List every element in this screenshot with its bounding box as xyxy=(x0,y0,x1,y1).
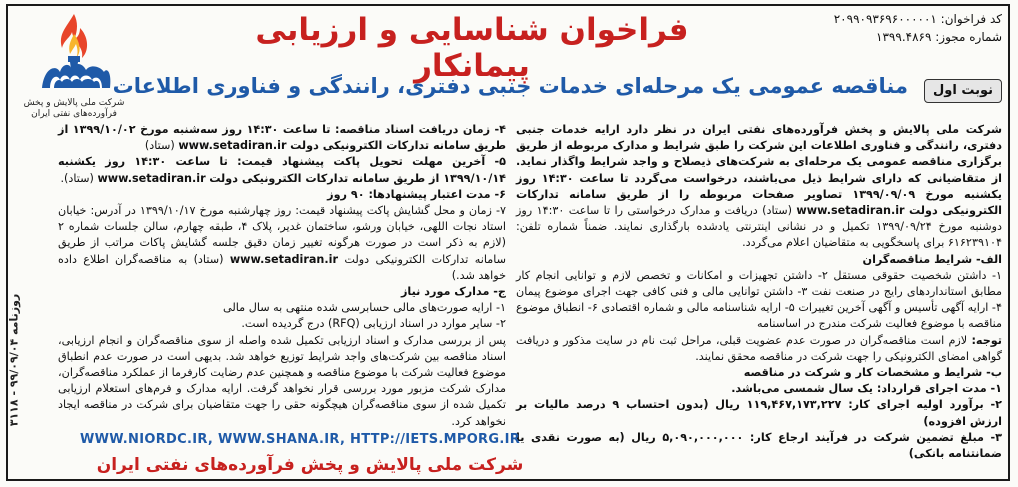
section-c-title: ج- مدارک مورد نیاز xyxy=(400,285,506,299)
item-5-text: ۵- آخرین مهلت تحویل پاکت پیشنهاد قیمت: تا ساعت ۱۴:۳۰ روز یکشنبه ۱۳۹۹/۱۰/۱۴ از طریق سامانه تدارکات الکترونیکی دولت xyxy=(58,155,506,185)
logo-caption: شرکت ملی پالایش و پخش فرآورده‌های نفتی ایران xyxy=(23,98,125,119)
footer-company-name: شرکت ملی پالایش و پخش فرآورده‌های نفتی ایران xyxy=(96,455,524,475)
side-note-text: روزنامه ۹۹/۰۹/۰۴ - ۳۱۱۸ xyxy=(7,293,21,427)
item-7-site-link[interactable]: www.setadiran.ir xyxy=(229,252,338,266)
item-7-text: ۷- زمان و محل گشایش پاکت پیشنهاد قیمت: روز چهارشنبه مورخ ۱۳۹۹/۱۰/۱۷ در آدرس: خیابان استاد نجات اللهی، خیابان ورشو، ساختمان غدیر، پلاک ۴، طبقه چهارم، سالن جلسات شماره ۲ (لازم به ذکر است در صورت هرگونه تغییر زمان دقیق جلسه گشایش پاکات مراتب از طریق سامانه تدارکات الکترونیکی دولت xyxy=(58,204,506,266)
page-title: فراخوان شناسایی و ارزیابی پیمانکار xyxy=(255,12,689,84)
item-7-end: (ستاد) به مناقصه‌گران اطلاع داده خواهد شد.) xyxy=(58,252,506,282)
item-6: ۶- مدت اعتبار پیشنهادها: ۹۰ روز xyxy=(327,187,506,201)
right-column xyxy=(516,122,1002,462)
item-4 xyxy=(58,122,506,154)
section-b-title: ب- شرایط و مشخصات کار و شرکت در مناقصه xyxy=(743,366,1002,380)
side-newspaper-note xyxy=(4,255,24,465)
item-7 xyxy=(58,203,506,284)
item-5-end: (ستاد). xyxy=(60,171,94,185)
section-b-item-1: ۱- مدت اجرای قرارداد: یک سال شمسی می‌باشد. xyxy=(731,382,1002,396)
item-4-site-link[interactable]: www.setadiran.ir xyxy=(178,139,287,153)
closing-paragraph: پس از بررسی مدارک و اسناد ارزیابی تکمیل شده واصله از سوی مناقصه‌گران و انجام ارزیابی، اسناد مناقصه بین شرکت‌های واجد شرایط توزیع خواهد شد. بدیهی است در صورت عدم انطباق موضوع فعالیت شرکت با موضوع مناقصه و همچنین عدم رضایت کارفرما از عملکرد مناقصه‌گران، مدارک شرکت مزبور مورد بررسی قرار نخواهد گرفت. ارایه مدارک و فرم‌های استعلام ارزیابی تکمیل شده از سوی مناقصه‌گران هیچگونه حقی را جهت متقاضیان برای شرکت در مناقصه ایجاد نخواهد کرد. xyxy=(58,333,506,428)
intro-text: شرکت ملی پالایش و پخش فرآورده‌های نفتی ایران در نظر دارد ارایه خدمات جنبی دفتری، رانندگی و فناوری اطلاعات این شرکت را طبق شرایط و مدارک مربوطه از طریق برگزاری مناقصه عمومی یک مرحله‌ای به شرکت‌های ذیصلاح و واجد شرایط واگذار نماید. از متقاضیانی که دارای شرایط ذیل می‌باشند، درخواست می‌گردد تا ساعت ۱۴:۳۰ روز یکشنبه مورخ ۱۳۹۹/۰۹/۰۹ تصاویر صفحات مربوطه را از طریق سامانه تدارکات الکترونیکی دولت xyxy=(516,123,1003,218)
section-b-item-2: ۲- برآورد اولیه اجرای کار: ۱۱۹,۴۶۷,۱۷۳,۲۲۷ ریال (بدون احتساب ۹ درصد مالیات بر ارزش افزوده) xyxy=(516,398,1003,428)
left-column xyxy=(58,122,506,430)
section-a-title: الف- شرایط مناقصه‌گران xyxy=(862,252,1002,266)
page-subtitle: مناقصه عمومی یک مرحله‌ای خدمات جنبی دفتری، رانندگی و فناوری اطلاعات xyxy=(112,74,908,98)
intro-text-2: (ستاد) دریافت و مدارک درخواستی را تا ساعت ۱۴:۳۰ روز دوشنبه مورخ ۱۳۹۹/۰۹/۲۴ تکمیل و در نشانی اینترنتی یادشده بارگذاری نمایند. ضمناً شماره تلفن: ۶۱۶۲۳۹۱۰۴ برای پاسخگویی به متقاضیان اعلام می‌گردد. xyxy=(516,204,1002,250)
note-body: لازم است مناقصه‌گران در صورت عدم عضویت قبلی، مراحل ثبت نام در سایت مذکور و دریافت گواهی امضای الکترونیکی را جهت شرکت در مناقصه محقق نمایند. xyxy=(516,333,1002,363)
note-title: توجه: xyxy=(971,333,1002,347)
intro-site-link[interactable]: www.setadiran.ir xyxy=(796,204,905,218)
section-c-item-2: ۲- سایر موارد در اسناد ارزیابی (RFQ) درج گردیده است. xyxy=(241,317,506,331)
header xyxy=(16,10,1002,84)
item-4-text: ۴- زمان دریافت اسناد مناقصه: تا ساعت ۱۴:۳۰ روز سه‌شنبه مورخ ۱۳۹۹/۱۰/۰۲ از طریق سامانه تدارکات الکترونیکی دولت xyxy=(58,123,506,153)
section-a-body: ۱- داشتن شخصیت حقوقی مستقل ۲- داشتن تجهیزات و امکانات و تخصص لازم و توانایی انجام کار مطابق استانداردهای رایج در صنعت نفت ۳- داشتن توانایی مالی و فنی کافی جهت اجرای موضوع پیمان ۴- ارایه آگهی تأسیس و آگهی آخرین تغییرات ۵- ارایه شناسنامه مالی و شماره اقتصادی ۶- انطباق موضوع مناقصه با موضوع فعالیت شرکت مندرج در اساسنامه xyxy=(516,268,1002,331)
item-4-end: (ستاد) xyxy=(144,139,175,153)
item-5 xyxy=(58,154,506,186)
notice-meta xyxy=(772,10,1002,46)
note-paragraph xyxy=(516,333,1002,365)
call-code: کد فراخوان: ۲۰۹۹۰۹۳۶۹۶۰۰۰۰۰۱ xyxy=(833,12,1002,26)
website-links[interactable]: WWW.NIORDC.IR, WWW.SHANA.IR, HTTP://IETS.MPORG.IR xyxy=(79,432,521,447)
round-badge: نوبت اول xyxy=(924,79,1002,103)
section-c-item-1: ۱- ارایه صورت‌های مالی حسابرسی شده منتهی به سال مالی xyxy=(223,301,506,315)
intro-paragraph xyxy=(516,122,1002,252)
item-5-site-link[interactable]: www.setadiran.ir xyxy=(97,171,206,185)
section-b-item-3: ۳- مبلغ تضمین شرکت در فرآیند ارجاع کار: ۵,۰۹۰,۰۰۰,۰۰۰ ریال (به صورت نقدی یا ضمانتنامه بانکی) xyxy=(516,430,1002,461)
permit-number: شماره مجوز: ۱۳۹۹.۴۸۶۹ xyxy=(876,30,1002,44)
